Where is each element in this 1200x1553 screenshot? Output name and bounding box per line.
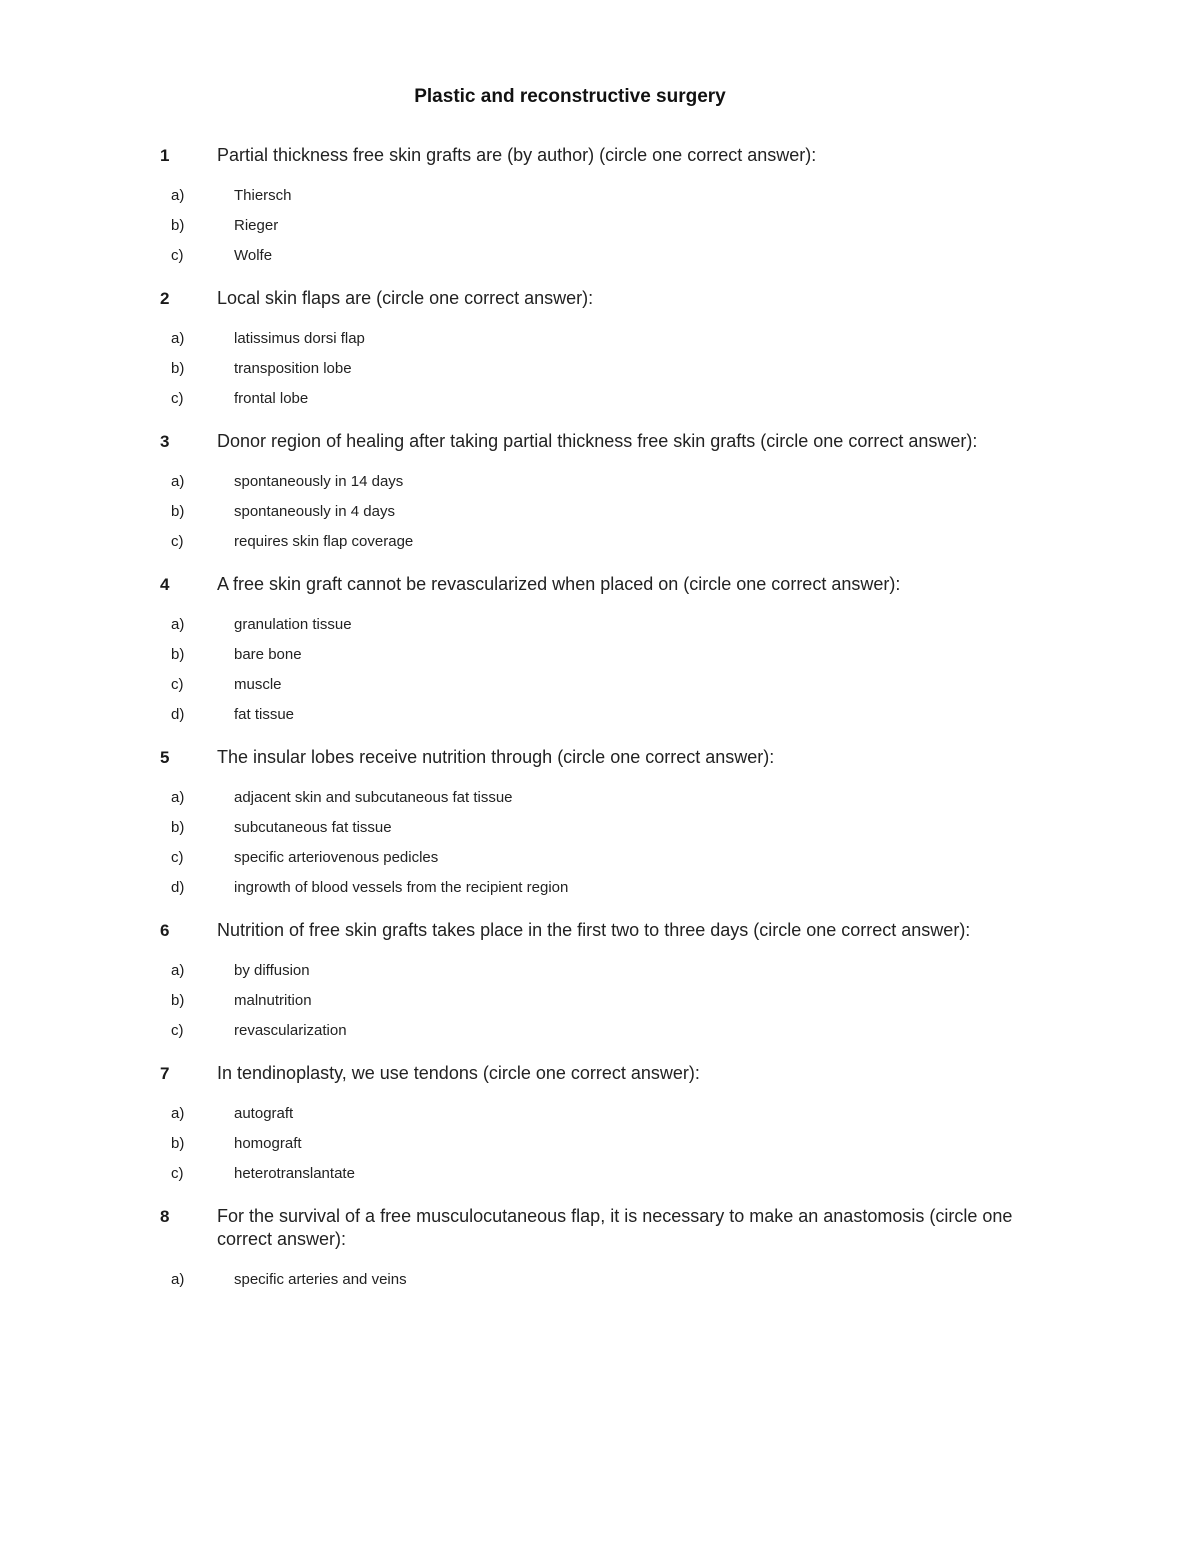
answer-option	[160, 323, 1020, 353]
answer-option	[160, 180, 1020, 210]
answer-option	[160, 240, 1020, 270]
question-number: 7	[160, 1064, 170, 1083]
option-text: Thiersch	[234, 186, 292, 204]
answer-option	[160, 842, 1020, 872]
answer-options	[160, 782, 1020, 902]
option-letter: a)	[171, 788, 185, 806]
option-letter: c)	[171, 1164, 184, 1182]
question-number: 4	[160, 575, 170, 594]
answer-option	[160, 812, 1020, 842]
option-letter: b)	[171, 818, 185, 836]
option-letter: b)	[171, 502, 185, 520]
question-row	[160, 287, 1020, 310]
option-letter: d)	[171, 878, 185, 896]
answer-options	[160, 955, 1020, 1045]
option-text: autograft	[234, 1104, 294, 1122]
option-letter: a)	[171, 961, 185, 979]
question-text: The insular lobes receive nutrition through (circle one correct answer):	[217, 747, 775, 767]
question-6	[160, 919, 1020, 1045]
option-letter: b)	[171, 645, 185, 663]
question-4	[160, 573, 1020, 729]
question-number: 3	[160, 432, 170, 451]
answer-options	[160, 323, 1020, 413]
answer-option	[160, 210, 1020, 240]
answer-option	[160, 1015, 1020, 1045]
answer-options	[160, 609, 1020, 729]
option-text: spontaneously in 4 days	[234, 502, 395, 520]
option-letter: c)	[171, 848, 184, 866]
question-list	[160, 144, 1020, 1311]
option-text: frontal lobe	[234, 389, 309, 407]
answer-option	[160, 1264, 1020, 1294]
question-row	[160, 573, 1020, 596]
question-row	[160, 144, 1020, 167]
option-text: Rieger	[234, 216, 279, 234]
answer-options	[160, 1264, 1020, 1294]
option-text: transposition lobe	[234, 359, 352, 377]
question-number: 1	[160, 146, 170, 165]
answer-option	[160, 985, 1020, 1015]
answer-option	[160, 353, 1020, 383]
option-text: Wolfe	[234, 246, 273, 264]
option-text: by diffusion	[234, 961, 310, 979]
answer-option	[160, 466, 1020, 496]
question-number: 2	[160, 289, 170, 308]
answer-option	[160, 955, 1020, 985]
option-letter: b)	[171, 216, 185, 234]
option-text: heterotranslantate	[234, 1164, 355, 1182]
question-number: 5	[160, 748, 170, 767]
question-row	[160, 1205, 1020, 1251]
option-letter: c)	[171, 675, 184, 693]
answer-option	[160, 1158, 1020, 1188]
option-text: specific arteries and veins	[234, 1270, 407, 1288]
question-text: Partial thickness free skin grafts are (by author) (circle one correct answer):	[217, 145, 817, 165]
question-row	[160, 1062, 1020, 1085]
option-letter: a)	[171, 1104, 185, 1122]
question-7	[160, 1062, 1020, 1188]
option-letter: a)	[171, 615, 185, 633]
question-text: Local skin flaps are (circle one correct answer):	[217, 288, 594, 308]
option-letter: a)	[171, 329, 185, 347]
answer-option	[160, 669, 1020, 699]
option-letter: c)	[171, 1021, 184, 1039]
question-text: A free skin graft cannot be revascularized when placed on (circle one correct answer):	[217, 574, 901, 594]
question-row	[160, 919, 1020, 942]
option-letter: a)	[171, 186, 185, 204]
answer-option	[160, 699, 1020, 729]
answer-option	[160, 526, 1020, 556]
answer-options	[160, 180, 1020, 270]
question-text: Nutrition of free skin grafts takes place in the first two to three days (circle one correct answer):	[217, 920, 971, 940]
question-text: For the survival of a free musculocutaneous flap, it is necessary to make an anastomosis (circle one correct answer):	[217, 1206, 1013, 1249]
option-text: specific arteriovenous pedicles	[234, 848, 439, 866]
answer-option	[160, 872, 1020, 902]
option-text: malnutrition	[234, 991, 312, 1009]
option-text: latissimus dorsi flap	[234, 329, 365, 347]
question-number: 8	[160, 1207, 170, 1226]
answer-option	[160, 1128, 1020, 1158]
question-row	[160, 746, 1020, 769]
answer-options	[160, 1098, 1020, 1188]
option-letter: c)	[171, 532, 184, 550]
answer-option	[160, 1098, 1020, 1128]
page-title: Plastic and reconstructive surgery	[414, 86, 726, 107]
question-number: 6	[160, 921, 170, 940]
option-text: subcutaneous fat tissue	[234, 818, 392, 836]
option-letter: c)	[171, 246, 184, 264]
option-text: spontaneously in 14 days	[234, 472, 404, 490]
option-text: fat tissue	[234, 705, 295, 723]
option-letter: b)	[171, 359, 185, 377]
question-2	[160, 287, 1020, 413]
option-letter: a)	[171, 472, 185, 490]
answer-option	[160, 639, 1020, 669]
option-text: granulation tissue	[234, 615, 352, 633]
option-text: bare bone	[234, 645, 302, 663]
question-3	[160, 430, 1020, 556]
question-1	[160, 144, 1020, 270]
option-text: homograft	[234, 1134, 302, 1152]
option-letter: c)	[171, 389, 184, 407]
question-row	[160, 430, 1020, 453]
option-text: ingrowth of blood vessels from the recipient region	[234, 878, 569, 896]
option-letter: b)	[171, 1134, 185, 1152]
option-text: requires skin flap coverage	[234, 532, 414, 550]
question-text: Donor region of healing after taking partial thickness free skin grafts (circle one correct answer):	[217, 431, 978, 451]
answer-option	[160, 496, 1020, 526]
question-5	[160, 746, 1020, 902]
option-letter: b)	[171, 991, 185, 1009]
question-8	[160, 1205, 1020, 1294]
answer-option	[160, 383, 1020, 413]
answer-options	[160, 466, 1020, 556]
answer-option	[160, 782, 1020, 812]
option-text: adjacent skin and subcutaneous fat tissue	[234, 788, 513, 806]
option-letter: a)	[171, 1270, 185, 1288]
option-text: muscle	[234, 675, 282, 693]
answer-option	[160, 609, 1020, 639]
question-text: In tendinoplasty, we use tendons (circle one correct answer):	[217, 1063, 700, 1083]
option-text: revascularization	[234, 1021, 347, 1039]
option-letter: d)	[171, 705, 185, 723]
